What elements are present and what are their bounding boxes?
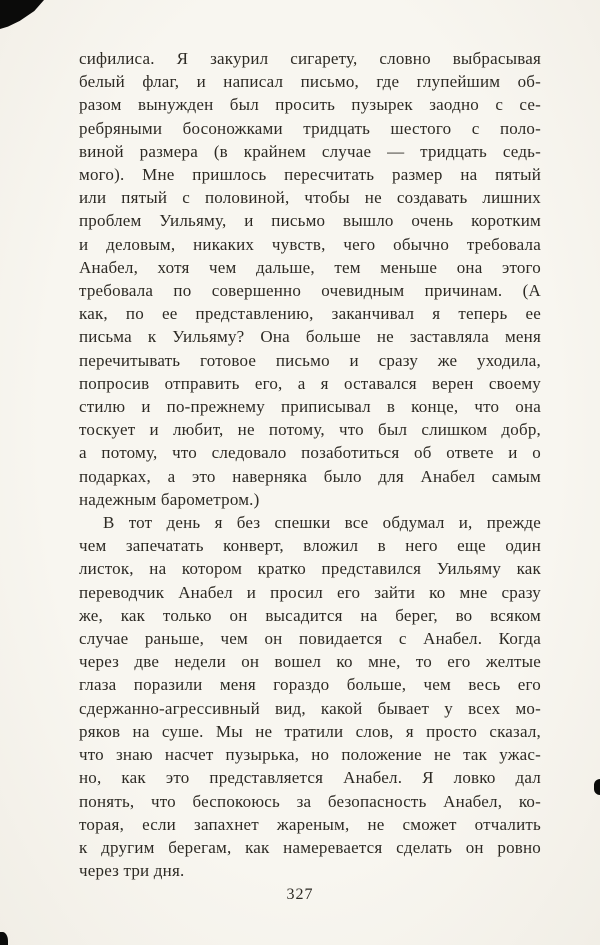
text-line: письма к Уильяму? Она больше не заставляла меня bbox=[79, 327, 541, 347]
text-line: торая, если запахнет жареным, не сможет отчалить bbox=[79, 814, 541, 834]
text-line: стилю и по-прежнему приписывал в конце, что она bbox=[79, 397, 541, 417]
text-line: но, как это представляется Анабел. Я ловко дал bbox=[79, 768, 541, 788]
text-line: же, как только он высадится на берег, во всяком bbox=[79, 605, 541, 625]
text-line: разом вынужден был просить пузырек заодно с се- bbox=[79, 95, 541, 115]
text-line: В тот день я без спешки все обдумал и, прежде bbox=[103, 513, 541, 533]
text-line: виной размера (в крайнем случае — тридцать седь- bbox=[79, 141, 541, 161]
text-line: переводчик Анабел и просил его зайти ко мне сразу bbox=[79, 582, 541, 602]
page-number: 327 bbox=[286, 886, 314, 903]
text-line: сдержанно-агрессивный вид, какой бывает у всех мо- bbox=[79, 698, 541, 718]
text-line: перечитывать готовое письмо и сразу же уходила, bbox=[79, 350, 541, 370]
text-line: через три дня. bbox=[79, 861, 185, 881]
text-line: или пятый с половиной, чтобы не создавать лишних bbox=[79, 188, 541, 208]
text-line: как, по ее представлению, заканчивал я теперь ее bbox=[79, 304, 541, 324]
text-line: глаза поразили меня гораздо больше, чем весь его bbox=[79, 675, 541, 695]
text-line: листок, на котором кратко представился Уильяму как bbox=[79, 559, 541, 579]
text-line: попросив отправить его, а я оставался верен своему bbox=[79, 373, 541, 393]
text-line: ребряными босоножками тридцать шестого с поло- bbox=[79, 118, 541, 138]
text-line: белый флаг, и написал письмо, где глупейшим об- bbox=[79, 72, 541, 92]
text-line: к другим берегам, как намеревается сделать он ровно bbox=[79, 837, 541, 857]
text-line: Анабел, хотя чем дальше, тем меньше она этого bbox=[79, 257, 541, 277]
text-line: сифилиса. Я закурил сигарету, словно выбрасывая bbox=[79, 49, 541, 68]
text-line: надежным барометром.) bbox=[79, 489, 260, 509]
text-line: подарках, а это наверняка было для Анабел самым bbox=[79, 466, 541, 486]
text-line: требовала по совершенно очевидным причинам. (А bbox=[79, 281, 541, 301]
text-line: проблем Уильяму, и письмо вышло очень коротким bbox=[79, 211, 541, 231]
text-line: а потому, что следовало позаботиться об ответе и о bbox=[79, 443, 541, 463]
scan-artifact-bottom-left bbox=[0, 932, 8, 945]
scan-artifact-top-left bbox=[0, 0, 44, 29]
scan-artifact-right-edge bbox=[594, 779, 600, 795]
text-line: что знаю насчет пузырька, но положение не так ужас- bbox=[79, 745, 541, 765]
text-line: ряков на суше. Мы не тратили слов, я просто сказал, bbox=[79, 721, 541, 741]
text-line: и деловым, никаких чувств, чего обычно требовала bbox=[79, 234, 541, 254]
text-line: мого). Мне пришлось пересчитать размер на пятый bbox=[79, 165, 541, 185]
text-line: случае раньше, чем он повидается с Анабел. Когда bbox=[79, 629, 541, 649]
text-line: через две недели он вошел ко мне, то его желтые bbox=[79, 652, 541, 672]
text-block bbox=[79, 47, 541, 882]
text-line: тоскует и любит, не потому, что был слишком добр, bbox=[79, 420, 541, 440]
text-line: понять, что беспокоюсь за безопасность Анабел, ко- bbox=[79, 791, 541, 811]
text-line: чем запечатать конверт, вложил в него еще один bbox=[79, 536, 541, 556]
